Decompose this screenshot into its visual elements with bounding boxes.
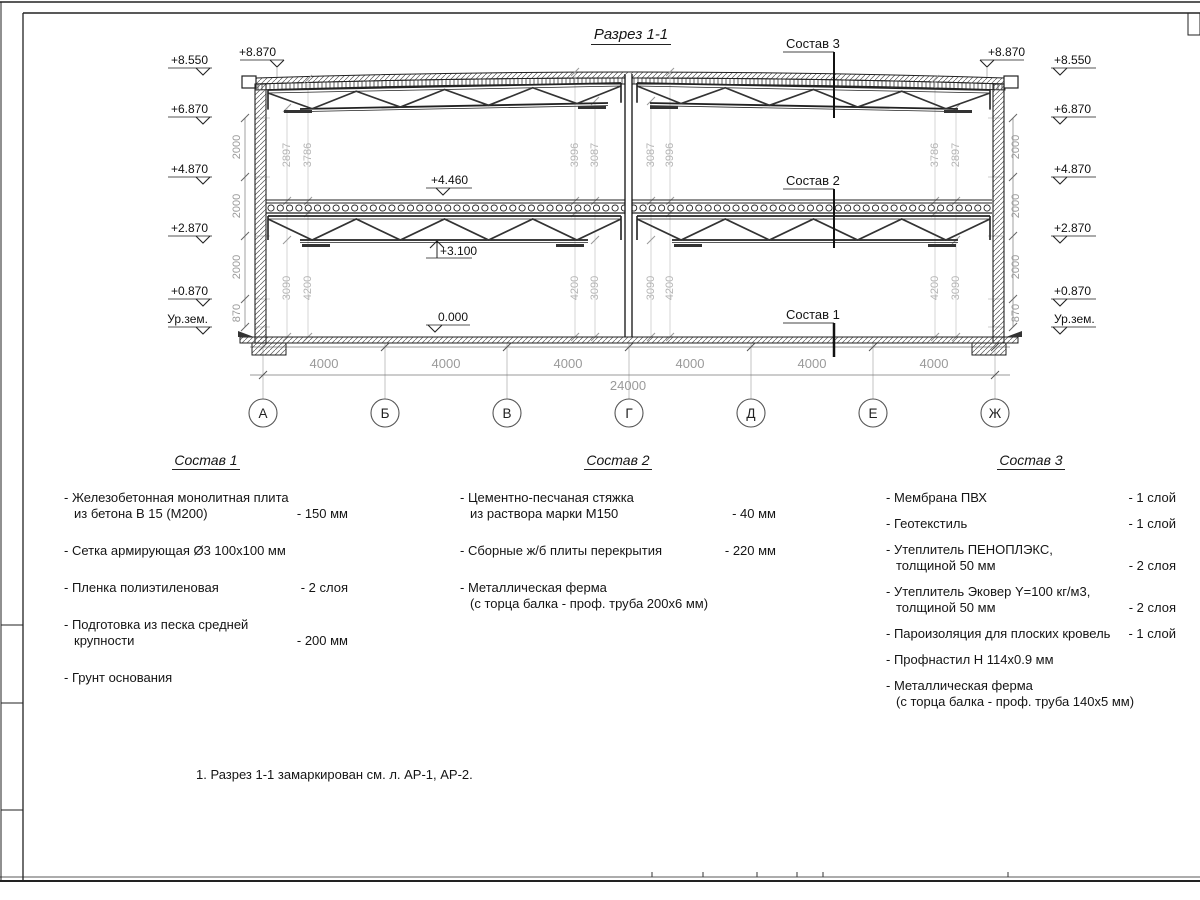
list-title-text: Состав 3 <box>999 452 1063 468</box>
material-item <box>64 617 348 649</box>
material-item <box>64 580 348 596</box>
hollow-core-void <box>370 205 376 211</box>
sostav3-label: Состав 3 <box>786 36 840 51</box>
material-item <box>886 516 1176 532</box>
material-item <box>886 626 1176 642</box>
dim-text: 3996 <box>664 142 676 168</box>
material-value: - 2 слоя <box>1128 558 1176 573</box>
dim-text: 3090 <box>645 275 657 301</box>
hollow-core-void <box>491 205 497 211</box>
foundation-right <box>972 343 1006 355</box>
material-line: - Металлическая ферма <box>886 678 1033 693</box>
hollow-core-void <box>389 205 395 211</box>
hollow-core-void <box>500 205 506 211</box>
hollow-core-void <box>603 205 609 211</box>
elevation-left: Ур.зем. <box>167 312 208 326</box>
span-dim-text: 4000 <box>797 356 827 371</box>
sostav2-label: Состав 2 <box>786 173 840 188</box>
truss-bottom-chord <box>650 103 958 109</box>
sheet-note: 1. Разрез 1-1 замаркирован см. л. АР-1, АР-2. <box>196 767 473 782</box>
material-line: - Сетка армирующая Ø3 100х100 мм <box>64 543 286 558</box>
material-list-sostav1 <box>64 452 348 707</box>
elevation-left: +6.870 <box>170 102 208 116</box>
material-line: - Мембрана ПВХ <box>886 490 987 505</box>
hollow-core-void <box>779 205 785 211</box>
hollow-core-void <box>566 205 572 211</box>
hollow-core-void <box>984 205 990 211</box>
hollow-core-void <box>268 205 274 211</box>
mark-arrow <box>1053 68 1067 75</box>
hollow-core-void <box>947 205 953 211</box>
span-dim-text: 4000 <box>431 356 461 371</box>
dim-text: 2000 <box>231 193 243 219</box>
hollow-core-void <box>463 205 469 211</box>
mark-arrow <box>980 60 994 67</box>
center-column <box>625 74 632 337</box>
hollow-core-void <box>380 205 386 211</box>
material-value: - 1 слой <box>1128 516 1176 531</box>
dim-text: 2000 <box>1010 193 1022 219</box>
material-item <box>64 543 348 559</box>
material-item <box>64 670 348 686</box>
hollow-core-void <box>696 205 702 211</box>
hollow-core-void <box>417 205 423 211</box>
hollow-core-void <box>454 205 460 211</box>
axis-letter: А <box>258 406 268 421</box>
dim-text: 3996 <box>569 142 581 168</box>
drawing-title-text: Разрез 1-1 <box>591 26 671 45</box>
hollow-core-void <box>733 205 739 211</box>
elevation-right: +6.870 <box>1054 102 1092 116</box>
material-line: - Металлическая ферма <box>460 580 607 595</box>
axis-letter: Г <box>625 406 633 421</box>
dim-text: 3090 <box>950 275 962 301</box>
dim-text: 4200 <box>302 275 314 301</box>
axis-letter: В <box>502 406 512 421</box>
material-value: - 1 слой <box>1128 626 1176 641</box>
material-line: - Утеплитель ПЕНОПЛЭКС, <box>886 542 1053 557</box>
truss-web <box>268 219 621 240</box>
dim-text: 4200 <box>929 275 941 301</box>
blind-area-left <box>238 331 254 337</box>
hollow-core-void <box>612 205 618 211</box>
dim-text: 3090 <box>281 275 293 301</box>
hollow-core-void <box>528 205 534 211</box>
material-line: (с торца балка - проф. труба 140х5 мм) <box>896 694 1135 709</box>
dim-text: 870 <box>231 303 243 323</box>
hollow-core-void <box>435 205 441 211</box>
hollow-core-void <box>714 205 720 211</box>
material-line: толщиной 50 мм <box>896 600 996 615</box>
dim-text: 2897 <box>950 142 962 168</box>
dim-text: 4200 <box>664 275 676 301</box>
mark-arrow <box>196 327 210 334</box>
hollow-core-void <box>324 205 330 211</box>
hollow-core-void <box>556 205 562 211</box>
mark-arrow <box>196 177 210 184</box>
hollow-core-void <box>352 205 358 211</box>
hollow-core-void <box>789 205 795 211</box>
material-line: - Сборные ж/б плиты перекрытия <box>460 543 663 558</box>
hollow-core-void <box>761 205 767 211</box>
dim-text: 2000 <box>231 254 243 280</box>
roof-elevation-right: +8.870 <box>988 45 1026 59</box>
hollow-core-void <box>686 205 692 211</box>
hollow-core-void <box>305 205 311 211</box>
material-list-sostav2 <box>460 452 776 633</box>
material-line: - Цементно-песчаная стяжка <box>460 490 634 505</box>
list-title-text: Состав 2 <box>586 452 650 468</box>
bearing-seat <box>674 244 702 247</box>
hollow-core-void <box>445 205 451 211</box>
elevation-right: +2.870 <box>1054 221 1092 235</box>
hollow-core-void <box>473 205 479 211</box>
hollow-core-void <box>770 205 776 211</box>
hollow-core-void <box>854 205 860 211</box>
hollow-core-void <box>547 205 553 211</box>
material-line: - Пароизоляция для плоских кровель <box>886 626 1111 641</box>
hollow-core-void <box>640 205 646 211</box>
mark-arrow <box>196 299 210 306</box>
elevation-left: +0.870 <box>170 284 208 298</box>
zero-elevation: 0.000 <box>438 310 469 324</box>
elevation-right: +4.870 <box>1054 162 1092 176</box>
floor2-elevation: +4.460 <box>431 173 469 187</box>
dim-text: 3087 <box>645 142 657 168</box>
elevation-right: Ур.зем. <box>1054 312 1095 326</box>
mark-arrow <box>1053 117 1067 124</box>
hollow-core-void <box>398 205 404 211</box>
mark-arrow <box>428 325 442 332</box>
mark-arrow <box>436 188 450 195</box>
material-line: из бетона В 15 (М200) <box>74 506 208 521</box>
dim-text: 3090 <box>589 275 601 301</box>
material-line: (с торца балка - проф. труба 200х6 мм) <box>470 596 709 611</box>
hollow-core-void <box>742 205 748 211</box>
hollow-core-void <box>342 205 348 211</box>
material-line: толщиной 50 мм <box>896 558 996 573</box>
floor-truss-left <box>268 216 621 243</box>
hollow-core-void <box>752 205 758 211</box>
bearing-seat <box>650 106 678 109</box>
dim-text: 870 <box>1010 303 1022 323</box>
axis-letter: Ж <box>988 406 1002 421</box>
wall-right <box>993 84 1004 343</box>
total-dim-text: 24000 <box>609 378 647 393</box>
material-line: - Профнастил Н 114х0.9 мм <box>886 652 1054 667</box>
hollow-core-void <box>845 205 851 211</box>
material-line: - Подготовка из песка средней <box>64 617 249 632</box>
material-value: - 1 слой <box>1128 490 1176 505</box>
hollow-core-void <box>807 205 813 211</box>
mark-arrow <box>196 236 210 243</box>
bearing-seat <box>556 244 584 247</box>
material-item <box>886 542 1176 574</box>
material-value: - 2 слоя <box>1128 600 1176 615</box>
material-line: - Утеплитель Эковер Y=100 кг/м3, <box>886 584 1091 599</box>
material-line: - Железобетонная монолитная плита <box>64 490 289 505</box>
hollow-core-void <box>333 205 339 211</box>
hollow-core-void <box>314 205 320 211</box>
structure <box>266 74 992 337</box>
truss-elevation: +3.100 <box>440 244 478 258</box>
list-title <box>64 452 348 468</box>
hollow-core-void <box>510 205 516 211</box>
elevation-left: +8.550 <box>170 53 208 67</box>
material-line: из раствора марки М150 <box>470 506 619 521</box>
axis-letter: Б <box>380 406 390 421</box>
hollow-core-void <box>798 205 804 211</box>
hollow-core-void <box>407 205 413 211</box>
material-item <box>886 678 1176 710</box>
span-dim-text: 4000 <box>553 356 583 371</box>
hollow-core-void <box>956 205 962 211</box>
mark-arrow <box>1053 177 1067 184</box>
material-value: - 200 мм <box>296 633 348 648</box>
wall-left <box>255 84 266 343</box>
ground-slab <box>240 337 1018 343</box>
material-item <box>886 652 1176 668</box>
hollow-core-void <box>705 205 711 211</box>
dim-text: 3786 <box>302 142 314 168</box>
mark-arrow <box>1053 299 1067 306</box>
dim-text: 3087 <box>589 142 601 168</box>
hollow-core-void <box>817 205 823 211</box>
elevation-left: +2.870 <box>170 221 208 235</box>
material-item <box>460 580 776 612</box>
hollow-core-void <box>575 205 581 211</box>
hollow-core-void <box>863 205 869 211</box>
hollow-core-void <box>482 205 488 211</box>
hollow-core-void <box>287 205 293 211</box>
hollow-core-void <box>919 205 925 211</box>
bearing-seat <box>928 244 956 247</box>
hollow-core-void <box>891 205 897 211</box>
bearing-seat <box>944 110 972 113</box>
hollow-core-void <box>900 205 906 211</box>
bearing-seat <box>284 110 312 113</box>
list-title <box>886 452 1176 468</box>
hollow-core-void <box>584 205 590 211</box>
span-dim-text: 4000 <box>675 356 705 371</box>
foundation-left <box>252 343 286 355</box>
material-line: - Пленка полиэтиленовая <box>64 580 219 595</box>
axis-letter: Д <box>746 406 756 421</box>
material-line: - Геотекстиль <box>886 516 968 531</box>
mark-arrow <box>196 68 210 75</box>
material-line: - Грунт основания <box>64 670 173 685</box>
hollow-core-void <box>677 205 683 211</box>
hollow-core-void <box>965 205 971 211</box>
elevation-left: +4.870 <box>170 162 208 176</box>
hollow-core-void <box>519 205 525 211</box>
roof-elevation-left: +8.870 <box>238 45 276 59</box>
sheet-frame <box>0 2 1200 881</box>
blind-area-right <box>1006 331 1022 337</box>
material-item <box>886 490 1176 506</box>
hollow-core-void <box>975 205 981 211</box>
hollow-core-void <box>659 205 665 211</box>
material-value: - 150 мм <box>296 506 348 521</box>
elevation-right: +0.870 <box>1054 284 1092 298</box>
sostav1-label: Состав 1 <box>786 307 840 322</box>
bearing-seat <box>578 106 606 109</box>
span-dim-text: 4000 <box>919 356 949 371</box>
span-dim-text: 4000 <box>309 356 339 371</box>
hollow-core-void <box>361 205 367 211</box>
axis-letter: Е <box>868 406 878 421</box>
material-value: - 220 мм <box>724 543 776 558</box>
roof-edge-block-left <box>242 76 256 88</box>
dim-text: 3786 <box>929 142 941 168</box>
dim-text: 2000 <box>1010 134 1022 160</box>
hollow-core-void <box>872 205 878 211</box>
hollow-core-void <box>593 205 599 211</box>
material-item <box>886 584 1176 616</box>
truss-web <box>637 219 990 240</box>
list-title-text: Состав 1 <box>174 452 238 468</box>
hollow-core-void <box>296 205 302 211</box>
drawing-title <box>546 26 716 43</box>
elevation-right: +8.550 <box>1054 53 1092 67</box>
hollow-core-void <box>938 205 944 211</box>
hollow-core-void <box>426 205 432 211</box>
bearing-seat <box>302 244 330 247</box>
hollow-core-void <box>538 205 544 211</box>
hollow-core-void <box>649 205 655 211</box>
hollow-core-void <box>277 205 283 211</box>
material-item <box>460 490 776 522</box>
mark-arrow <box>1053 327 1067 334</box>
hollow-core-void <box>724 205 730 211</box>
dim-text: 2000 <box>231 134 243 160</box>
material-line: крупности <box>74 633 135 648</box>
material-value: - 2 слоя <box>300 580 348 595</box>
hollow-core-void <box>882 205 888 211</box>
list-title <box>460 452 776 468</box>
roof-edge-block-right <box>1004 76 1018 88</box>
dim-text: 2897 <box>281 142 293 168</box>
frame-corner-box <box>1188 13 1200 35</box>
hollow-core-void <box>910 205 916 211</box>
dim-text: 4200 <box>569 275 581 301</box>
dim-text: 2000 <box>1010 254 1022 280</box>
hollow-core-void <box>835 205 841 211</box>
mark-arrow <box>196 117 210 124</box>
mark-arrow <box>1053 236 1067 243</box>
mark-arrow <box>270 60 284 67</box>
material-item <box>64 490 348 522</box>
hollow-core-void <box>668 205 674 211</box>
material-list-sostav3 <box>886 452 1176 720</box>
floor-truss-right <box>637 216 990 243</box>
truss-bottom-chord <box>300 103 608 109</box>
hollow-core-void <box>928 205 934 211</box>
hollow-core-void <box>826 205 832 211</box>
material-value: - 40 мм <box>732 506 776 521</box>
material-item <box>460 543 776 559</box>
